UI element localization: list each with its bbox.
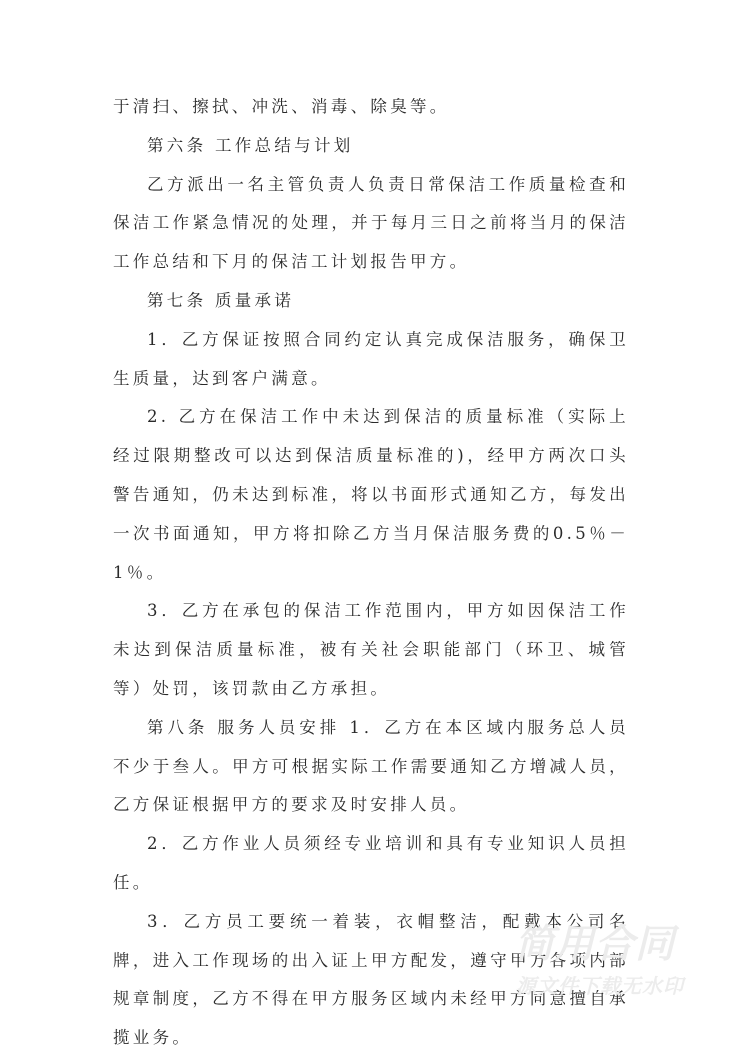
watermark-subtitle: 源文件下载无水印 [516, 974, 684, 998]
article-7-item-2: 2. 乙方在保洁工作中未达到保洁的质量标准（实际上经过限期整改可以达到保洁质量标准的)，经甲方两次口头警告通知，仍未达到标准，将以书面形式通知乙方，每发出一次书面通知，甲方将扣除乙方当月保洁服务费的0.5％－1％。 [113, 407, 629, 582]
article-7-item-3: 3．乙方在承包的保洁工作范围内，甲方如因保洁工作未达到保洁质量标准，被有关社会职能部门（环卫、城管等）处罚，该罚款由乙方承担。 [113, 601, 629, 698]
watermark-title: 简用合同 [515, 922, 676, 967]
article-7-heading: 第七条 质量承诺 [147, 290, 295, 310]
article-8-item-2: 2．乙方作业人员须经专业培训和具有专业知识人员担任。 [113, 834, 629, 892]
article-6-heading: 第六条 工作总结与计划 [147, 135, 354, 155]
article-7-item-1: 1．乙方保证按照合同约定认真完成保洁服务，确保卫生质量，达到客户满意。 [113, 329, 629, 388]
article-8-item-3: 3．乙方员工要统一着装，衣帽整洁，配戴本公司名牌，进入工作现场的出入证上甲方配发，遵守甲方各项内部规章制度，乙方不得在甲方服务区域内未经甲方同意擅自承揽业务。 [113, 911, 629, 1048]
article-8-heading-item-1: 第八条 服务人员安排 1．乙方在本区域内服务总人员不少于叁人。甲方可根据实际工作需要通知乙方增减人员，乙方保证根据甲方的要求及时安排人员。 [113, 717, 629, 815]
article-6-body: 乙方派出一名主管负责人负责日常保洁工作质量检查和保洁工作紧急情况的处理，并于每月三日之前将当月的保洁工作总结和下月的保洁工计划报告甲方。 [113, 174, 629, 272]
paragraph-cleaning-tasks-end: 于清扫、擦拭、冲洗、消毒、除臭等。 [113, 97, 450, 116]
